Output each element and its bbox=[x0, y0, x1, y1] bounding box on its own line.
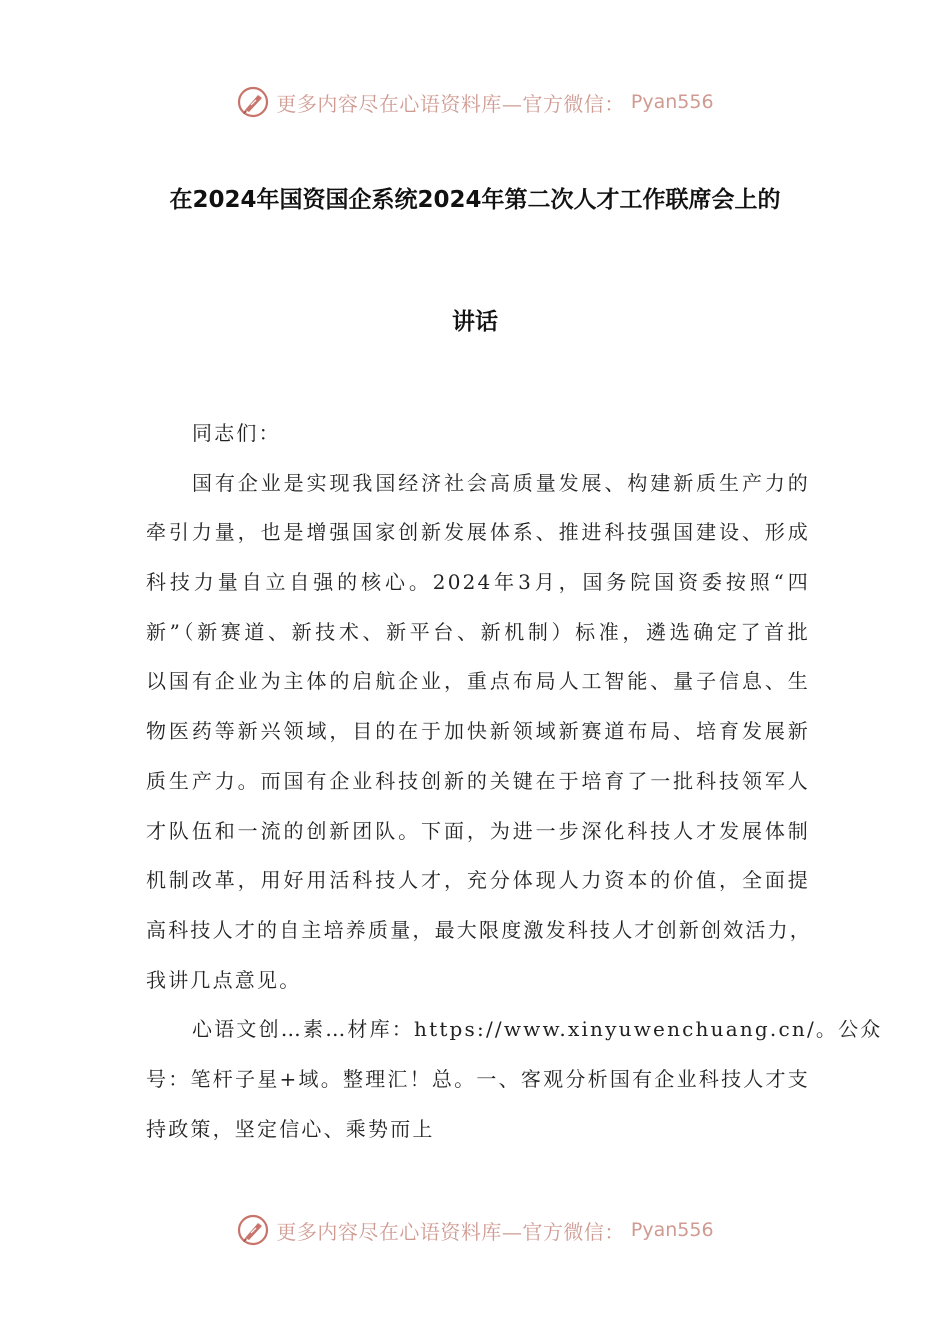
watermark-text: 更多内容尽在心语资料库—官方微信： bbox=[276, 1219, 625, 1244]
document-title-line-1: 在2024年国资国企系统2024年第二次人才工作联席会上的 bbox=[169, 187, 781, 213]
paragraph-line: 高科技人才的自主培养质量，最大限度激发科技人才创新创效活力， bbox=[146, 917, 812, 942]
pen-nib-circle-icon bbox=[236, 85, 270, 119]
paragraph-line: 物医药等新兴领域，目的在于加快新领域新赛道布局、培育发展新 bbox=[146, 719, 810, 744]
paragraph-line: 心语文创…素…材库：https://www.xinyuwenchuang.cn/。公众 bbox=[192, 1017, 883, 1042]
paragraph-line: 国有企业是实现我国经济社会高质量发展、构建新质生产力的 bbox=[192, 470, 810, 495]
paragraph-line: 以国有企业为主体的启航企业，重点布局人工智能、量子信息、生 bbox=[146, 669, 810, 694]
paragraph-line: 质生产力。而国有企业科技创新的关键在于培育了一批科技领军人 bbox=[146, 768, 810, 793]
paragraph-line: 持政策，坚定信心、乘势而上 bbox=[146, 1116, 435, 1141]
paragraph-1 bbox=[146, 459, 810, 1006]
watermark-wechat-id: Pyan556 bbox=[630, 91, 714, 113]
paragraph-line: 号：笔杆子星+域。整理汇！总。一、客观分析国有企业科技人才支 bbox=[146, 1066, 810, 1091]
pen-nib-circle-icon bbox=[236, 1213, 270, 1247]
paragraph-line: 新”（新赛道、新技术、新平台、新机制）标准，遴选确定了首批 bbox=[146, 619, 810, 644]
watermark-text: 更多内容尽在心语资料库—官方微信： bbox=[276, 91, 625, 116]
paragraph-line: 科技力量自立自强的核心。2024年3月，国务院国资委按照“四 bbox=[146, 570, 810, 595]
paragraph-2 bbox=[146, 1005, 883, 1154]
document-body bbox=[146, 409, 883, 1154]
paragraph-line: 才队伍和一流的创新团队。下面，为进一步深化科技人才发展体制 bbox=[146, 818, 810, 843]
paragraph-line: 机制改革，用好用活科技人才，充分体现人力资本的价值，全面提 bbox=[146, 868, 810, 893]
watermark-bottom bbox=[0, 1210, 950, 1250]
watermark-top bbox=[0, 82, 950, 122]
paragraph-line: 我讲几点意见。 bbox=[146, 967, 302, 992]
paragraph-line: 牵引力量，也是增强国家创新发展体系、推进科技强国建设、形成 bbox=[146, 520, 810, 545]
watermark-wechat-id: Pyan556 bbox=[630, 1219, 714, 1241]
document-title-line-2: 讲话 bbox=[452, 309, 498, 335]
greeting: 同志们： bbox=[192, 421, 281, 445]
